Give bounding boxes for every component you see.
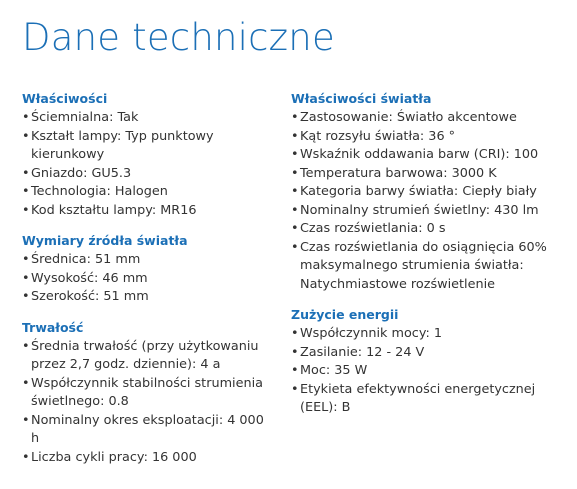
right-column bbox=[291, 90, 551, 430]
spec-list bbox=[22, 109, 274, 220]
spec-item: • Wskaźnik oddawania barw (CRI): 100 bbox=[291, 146, 551, 165]
section-energy bbox=[291, 306, 551, 418]
spec-item: • Moc: 35 W bbox=[291, 362, 551, 381]
section-heading-energy: Zużycie energii bbox=[291, 307, 399, 322]
spec-item: • Temperatura barwowa: 3000 K bbox=[291, 165, 551, 184]
spec-list bbox=[291, 325, 551, 418]
spec-item: • Technologia: Halogen bbox=[22, 183, 274, 202]
spec-item: • Czas rozświetlania: 0 s bbox=[291, 220, 551, 239]
section-properties bbox=[22, 90, 274, 220]
spec-list bbox=[22, 338, 274, 468]
spec-item: • Gniazdo: GU5.3 bbox=[22, 165, 274, 184]
spec-item: • Kategoria barwy światła: Ciepły biały bbox=[291, 183, 551, 202]
section-heading-properties: Właściwości bbox=[22, 91, 108, 106]
spec-item: • Szerokość: 51 mm bbox=[22, 288, 274, 307]
spec-item: • Ściemnialna: Tak bbox=[22, 109, 274, 128]
spec-item: • Czas rozświetlania do osiągnięcia 60% maksymalnego strumienia światła: Natychmiastowe rozświetlenie bbox=[291, 239, 551, 295]
spec-item: • Średnia trwałość (przy użytkowaniu przez 2,7 godz. dziennie): 4 a bbox=[22, 338, 274, 375]
section-heading-dimensions: Wymiary źródła światła bbox=[22, 233, 188, 248]
left-column bbox=[22, 90, 274, 479]
spec-list bbox=[22, 251, 274, 307]
spec-item: • Nominalny okres eksploatacji: 4 000 h bbox=[22, 412, 274, 449]
spec-item: • Kąt rozsyłu światła: 36 ° bbox=[291, 128, 551, 147]
spec-item: • Liczba cykli pracy: 16 000 bbox=[22, 449, 274, 468]
spec-item: • Średnica: 51 mm bbox=[22, 251, 274, 270]
spec-item: • Etykieta efektywności energetycznej (EEL): B bbox=[291, 381, 551, 418]
spec-item: • Zasilanie: 12 - 24 V bbox=[291, 344, 551, 363]
spec-item: • Wysokość: 46 mm bbox=[22, 270, 274, 289]
spec-item: • Zastosowanie: Światło akcentowe bbox=[291, 109, 551, 128]
spec-list bbox=[291, 109, 551, 294]
spec-item: • Współczynnik mocy: 1 bbox=[291, 325, 551, 344]
spec-item: • Kształt lampy: Typ punktowy kierunkowy bbox=[22, 128, 274, 165]
spec-item: • Współczynnik stabilności strumienia świetlnego: 0.8 bbox=[22, 375, 274, 412]
section-durability bbox=[22, 319, 274, 468]
section-dimensions bbox=[22, 232, 274, 307]
page-title: Dane techniczne bbox=[22, 16, 335, 59]
section-heading-light-properties: Właściwości światła bbox=[291, 91, 432, 106]
section-heading-durability: Trwałość bbox=[22, 319, 84, 335]
section-light-properties bbox=[291, 90, 551, 294]
spec-item: • Kod kształtu lampy: MR16 bbox=[22, 202, 274, 221]
spec-item: • Nominalny strumień świetlny: 430 lm bbox=[291, 202, 551, 221]
